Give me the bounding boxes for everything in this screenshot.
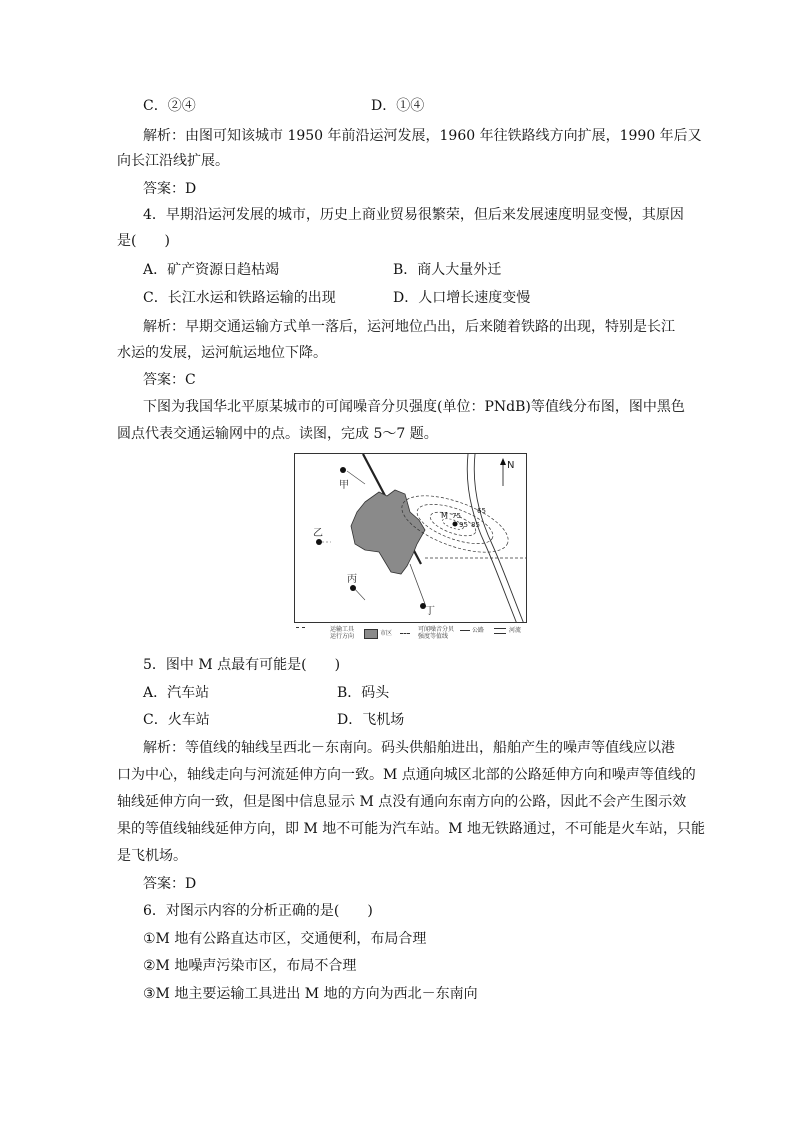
q5-analysis-line-5: 是飞机场。 bbox=[117, 848, 187, 864]
label-iso-75: 75 bbox=[452, 512, 461, 520]
q5-option-c: C．火车站 bbox=[143, 712, 210, 728]
legend-noise-label-2: 强度等值线 bbox=[418, 633, 449, 640]
label-iso-85: 85 bbox=[471, 521, 480, 529]
label-bing: 丙 bbox=[347, 574, 357, 585]
label-iso-95: 95 bbox=[459, 521, 468, 529]
q4-stem-line-1: 4．早期沿运河发展的城市，历史上商业贸易很繁荣，但后来发展速度明显变慢，其原因 bbox=[143, 207, 684, 223]
legend-transport-symbol bbox=[296, 627, 305, 628]
legend-transport-label-1: 运输工具 bbox=[330, 626, 355, 633]
q5-analysis-line-2: 口为中心，轴线走向与河流延伸方向一致。M 点通向城区北部的公路延伸方向和噪声等值线的 bbox=[117, 767, 696, 783]
legend-city-symbol bbox=[364, 629, 378, 639]
map-legend bbox=[294, 626, 534, 642]
q4-answer: 答案：C bbox=[143, 372, 196, 388]
point-yi bbox=[316, 539, 322, 545]
label-ding: 丁 bbox=[425, 606, 435, 617]
q6-stem: 6．对图示内容的分析正确的是( ) bbox=[143, 903, 373, 919]
q5-stem: 5．图中 M 点最有可能是( ) bbox=[143, 657, 341, 673]
q4-stem-line-2: 是( ) bbox=[117, 233, 170, 249]
label-yi: 乙 bbox=[313, 528, 323, 539]
legend-isoline-symbol bbox=[400, 633, 410, 634]
legend-transport-label-2: 运行方向 bbox=[330, 633, 355, 640]
map-canvas bbox=[295, 454, 527, 623]
q6-item-3: ③M 地主要运输工具进出 M 地的方向为西北－东南向 bbox=[143, 986, 478, 1002]
legend-road-symbol bbox=[460, 630, 470, 631]
q3-option-c: C．②④ bbox=[143, 98, 196, 114]
legend-river-symbol bbox=[494, 628, 506, 634]
north-arrow-head bbox=[500, 458, 506, 465]
road-south bbox=[410, 564, 425, 604]
q4-analysis-line-1: 解析：早期交通运输方式单一落后，运河地位凸出，后来随着铁路的出现，特别是长江 bbox=[143, 319, 675, 335]
q3-analysis-line-2: 向长江沿线扩展。 bbox=[117, 153, 229, 169]
noise-isoline-map bbox=[294, 453, 527, 623]
q3-analysis-line-1: 解析：由图可知该城市 1950 年前沿运河发展，1960 年往铁路线方向扩展，1990 年后又 bbox=[143, 128, 702, 144]
q5-option-d: D．飞机场 bbox=[337, 712, 405, 728]
q6-item-1: ①M 地有公路直达市区，交通便利，布局合理 bbox=[143, 931, 427, 947]
q5-analysis-line-3: 轴线延伸方向一致，但是图中信息显示 M 点没有通向东南方向的公路，因此不会产生图示效 bbox=[117, 794, 687, 810]
q5-option-a: A．汽车站 bbox=[143, 685, 210, 701]
q4-analysis-line-2: 水运的发展，运河航运地位下降。 bbox=[117, 345, 327, 361]
point-bing bbox=[350, 585, 356, 591]
q4-option-a: A．矿产资源日趋枯竭 bbox=[143, 262, 280, 278]
legend-noise-label-1: 可闻噪音分贝 bbox=[418, 626, 455, 633]
point-m bbox=[453, 522, 458, 527]
label-iso-65a: 65 bbox=[477, 507, 486, 515]
q4-option-d: D．人口增长速度变慢 bbox=[393, 290, 531, 306]
legend-city-label: 市区 bbox=[380, 630, 393, 637]
city-area bbox=[351, 490, 425, 574]
q5-option-b: B．码头 bbox=[337, 685, 390, 701]
legend-river-label: 河流 bbox=[509, 627, 522, 634]
road-jia bbox=[347, 471, 365, 484]
q6-item-2: ②M 地噪声污染市区，布局不合理 bbox=[143, 958, 357, 974]
intro-line-2: 圆点代表交通运输网中的点。读图，完成 5～7 题。 bbox=[117, 426, 438, 442]
q5-analysis-line-1: 解析：等值线的轴线呈西北－东南向。码头供船舶进出，船舶产生的噪声等值线应以港 bbox=[143, 740, 675, 756]
q4-option-c: C．长江水运和铁路运输的出现 bbox=[143, 290, 336, 306]
q3-answer: 答案：D bbox=[143, 181, 197, 197]
q5-answer: 答案：D bbox=[143, 876, 197, 892]
label-m: M bbox=[441, 511, 448, 520]
river-bank-east bbox=[474, 454, 524, 623]
q4-option-b: B．商人大量外迁 bbox=[393, 262, 502, 278]
label-jia: 甲 bbox=[339, 480, 349, 491]
point-jia bbox=[340, 467, 346, 473]
q5-analysis-line-4: 果的等值线轴线延伸方向，即 M 地不可能为汽车站。M 地无铁路通过，不可能是火车站，只能 bbox=[117, 821, 706, 837]
q3-option-d: D．①④ bbox=[371, 98, 425, 114]
north-label: N bbox=[507, 460, 515, 471]
legend-road-label: 公路 bbox=[472, 627, 485, 634]
intro-line-1: 下图为我国华北平原某城市的可闻噪音分贝强度(单位：PNdB)等值线分布图，图中黑色 bbox=[143, 399, 685, 415]
